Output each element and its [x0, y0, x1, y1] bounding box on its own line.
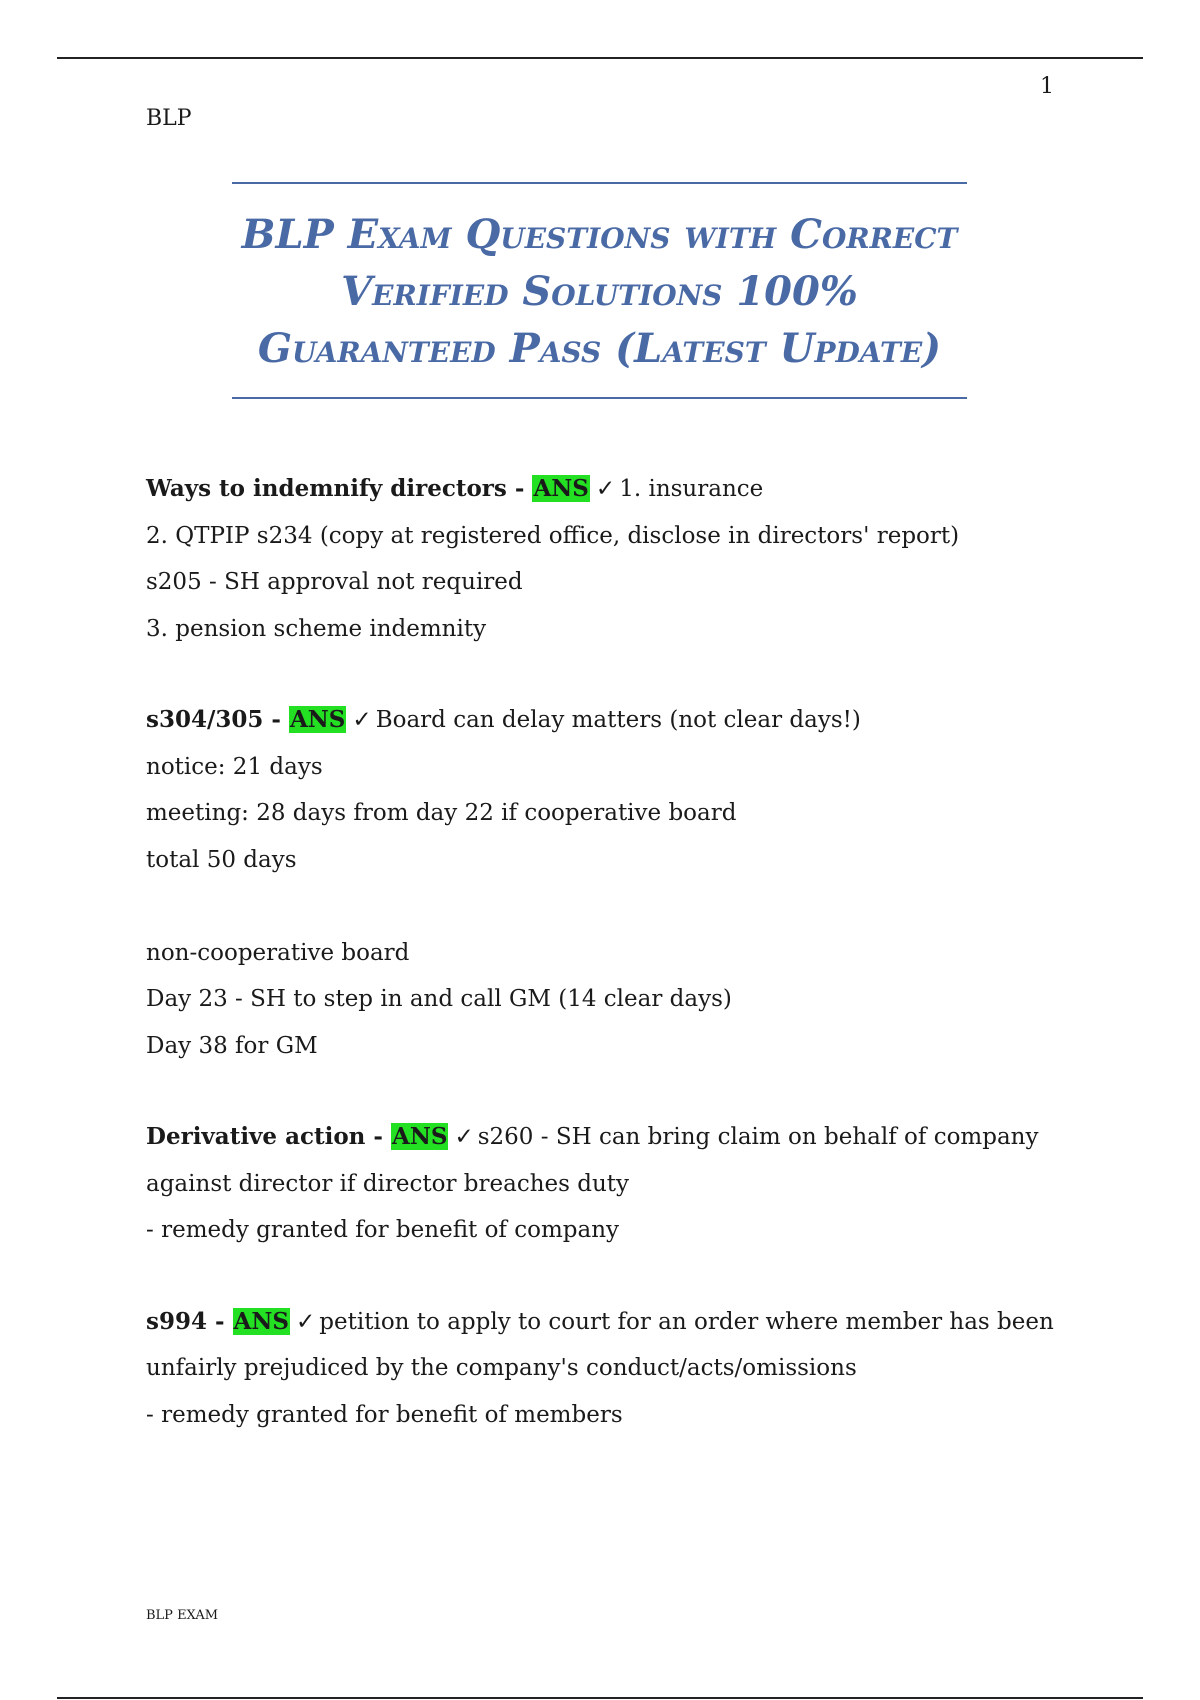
ans-badge: ANS — [391, 1123, 448, 1150]
entry-line-blank — [146, 883, 1066, 930]
entry-line: - remedy granted for benefit of company — [146, 1217, 620, 1243]
entry-line: Day 38 for GM — [146, 1032, 318, 1059]
page-number: 1 — [1040, 74, 1054, 99]
qa-content — [146, 466, 1066, 1438]
entry-term: s304/305 - — [146, 706, 289, 733]
entry-head — [146, 697, 1066, 744]
document-title — [232, 206, 967, 377]
title-block — [232, 182, 967, 399]
ans-badge: ANS — [289, 706, 346, 733]
entry-line: 3. pension scheme indemnity — [146, 615, 487, 642]
entry-answer: 1. insurance — [619, 476, 764, 502]
checkmark-icon: ✓ — [296, 1308, 316, 1335]
page-footer: BLP EXAM — [146, 1608, 219, 1623]
entry-head — [146, 1299, 1066, 1346]
entry-head — [146, 1114, 1066, 1161]
title-line-1: BLP Exam Questions with Correct — [241, 211, 958, 258]
entry-answer: Board can delay matters (not clear days!) — [375, 707, 861, 733]
entry-term: s994 - — [146, 1307, 233, 1335]
entry-line: total 50 days — [146, 846, 297, 873]
entry-term: Derivative action - — [146, 1123, 391, 1150]
running-head: BLP — [146, 106, 192, 131]
entry-term: Ways to indemnify directors - — [146, 475, 533, 502]
checkmark-icon: ✓ — [352, 707, 372, 733]
checkmark-icon: ✓ — [595, 476, 616, 502]
header-rule — [57, 57, 1143, 59]
entry-answer: petition to apply to court for an order where member has been — [319, 1308, 1054, 1335]
title-line-3: Guaranteed Pass (Latest Update) — [257, 325, 942, 372]
entry-line: against director if director breaches duty — [146, 1170, 630, 1197]
footer-rule — [57, 1697, 1143, 1699]
ans-badge: ANS — [533, 475, 589, 502]
qa-entry — [146, 466, 1066, 652]
entry-line: - remedy granted for benefit of members — [146, 1401, 623, 1428]
entry-line: s205 - SH approval not required — [146, 569, 523, 595]
entry-line: notice: 21 days — [146, 753, 323, 780]
title-line-2: Verified Solutions 100% — [341, 268, 858, 315]
entry-line: unfairly prejudiced by the company's conduct/acts/omissions — [146, 1355, 857, 1381]
entry-answer: s260 - SH can bring claim on behalf of company — [477, 1124, 1039, 1150]
entry-line: meeting: 28 days from day 22 if cooperative board — [146, 800, 737, 826]
title-rule-top — [232, 182, 967, 184]
qa-entry — [146, 697, 1066, 1069]
checkmark-icon: ✓ — [454, 1124, 474, 1150]
entry-line: Day 23 - SH to step in and call GM (14 clear days) — [146, 986, 732, 1012]
entry-head — [146, 466, 1066, 513]
entry-line: 2. QTPIP s234 (copy at registered office, disclose in directors' report) — [146, 522, 960, 549]
qa-entry — [146, 1299, 1066, 1439]
qa-entry — [146, 1114, 1066, 1254]
ans-badge: ANS — [233, 1307, 290, 1335]
entry-line: non-cooperative board — [146, 939, 410, 966]
title-rule-bottom — [232, 397, 967, 399]
